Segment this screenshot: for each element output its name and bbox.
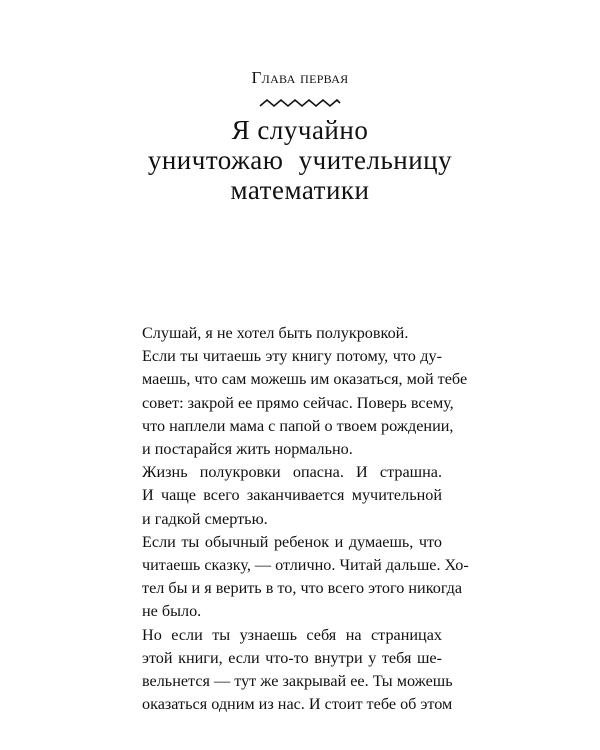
- text-line: и постарайся жить нормально.: [142, 440, 353, 459]
- chapter-label: Глава первая: [251, 68, 349, 87]
- text-line: оказаться одним из нас. И стоит тебе об этом: [142, 695, 453, 714]
- chapter-title-line-1: Я случайно: [231, 115, 369, 145]
- body-text: [120, 322, 469, 716]
- text-line: тел бы и я верить в то, что всего этого никогда: [142, 579, 463, 598]
- paragraph-5: [120, 624, 453, 717]
- chapter-title-line-3: математики: [230, 175, 370, 205]
- text-line: маешь, что сам можешь им оказаться, мой тебе: [142, 370, 468, 389]
- text-line: этой книги, если что-то внутри у тебя ше-: [142, 648, 442, 667]
- text-line: вельнется — тут же закрывай ее. Ты можешь: [142, 672, 453, 691]
- chapter-title-line-2: уничтожаю учительницу: [147, 145, 453, 175]
- text-line: Но если ты узнаешь себя на страницах: [142, 625, 442, 644]
- text-line: Если ты обычный ребенок и думаешь, что: [142, 532, 442, 551]
- paragraph-2: [120, 345, 468, 461]
- paragraph-3: [120, 461, 442, 531]
- text-line: и гадкой смертью.: [142, 509, 268, 528]
- text-line: что наплели мама с папой о твоем рождении,: [142, 416, 454, 435]
- text-line: читаешь сказку, — отлично. Читай дальше. Хо-: [142, 556, 469, 575]
- text-line: совет: закрой ее прямо сейчас. Поверь всему,: [142, 393, 454, 412]
- text-line: Жизнь полукровки опасна. И страшна.: [142, 463, 442, 482]
- text-line: И чаще всего заканчивается мучительной: [142, 486, 442, 505]
- text-line: Если ты читаешь эту книгу потому, что ду-: [142, 347, 442, 366]
- text-line: Слушай, я не хотел быть полукровкой.: [142, 324, 409, 342]
- paragraph-4: [120, 531, 469, 624]
- paragraph-1: [120, 322, 442, 345]
- wave-ornament-icon: [258, 96, 342, 110]
- text-line: не было.: [142, 602, 202, 621]
- chapter-title: [0, 116, 600, 206]
